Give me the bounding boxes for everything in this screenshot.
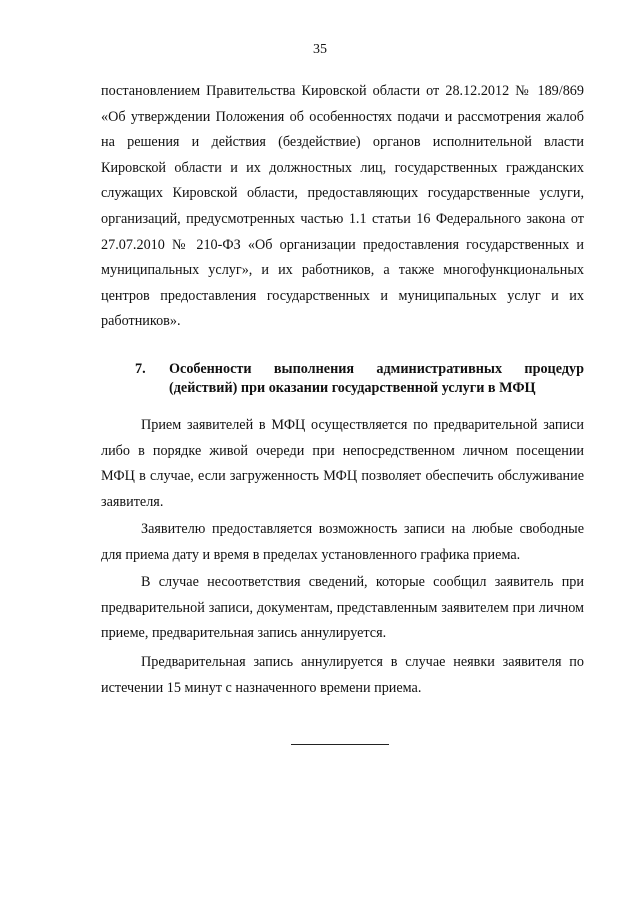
- body-paragraph: Заявителю предоставляется возможность записи на любые свободные для приема дату и время в пределах установленного графика приема.: [101, 521, 584, 563]
- continuation-paragraph: постановлением Правительства Кировской области от 28.12.2012 № 189/869 «Об утверждении Положения об особенностях подачи и рассмотрения жалоб на решения и действия (бездействие) органов исполнительной власти Кировской области и их должностных лиц, государственных гражданских служащих Кировской области, предоставляющих государственные услуги, организаций, предусмотренных частью 1.1 статьи 16 Федерального закона от 27.07.2010 № 210-ФЗ «Об организации предоставления государственных и муниципальных услуг», и их работников, а также многофункциональных центров предоставления государственных и муниципальных услуг и их работников».: [101, 83, 584, 330]
- section-heading: [101, 360, 584, 398]
- section-title-line1: Особенности выполнения административных процедур: [169, 361, 584, 377]
- section-heading-row: [101, 360, 584, 379]
- body-paragraph: В случае несоответствия сведений, которые сообщил заявитель при предварительной записи, документам, представленным заявителем при личном приеме, предварительная запись аннулируется.: [101, 574, 584, 642]
- section-number: 7.: [135, 361, 146, 377]
- body-paragraph: Предварительная запись аннулируется в случае неявки заявителя по истечении 15 минут с назначенного времени приема.: [101, 654, 584, 696]
- closing-divider: [291, 744, 389, 745]
- section-title-line2: (действий) при оказании государственной услуги в МФЦ: [169, 380, 536, 396]
- body-paragraph: Прием заявителей в МФЦ осуществляется по предварительной записи либо в порядке живой очереди при непосредственном личном посещении МФЦ в случае, если загруженность МФЦ позволяет обеспечить обслуживание заявителя.: [101, 417, 584, 510]
- page-number: 35: [313, 42, 327, 57]
